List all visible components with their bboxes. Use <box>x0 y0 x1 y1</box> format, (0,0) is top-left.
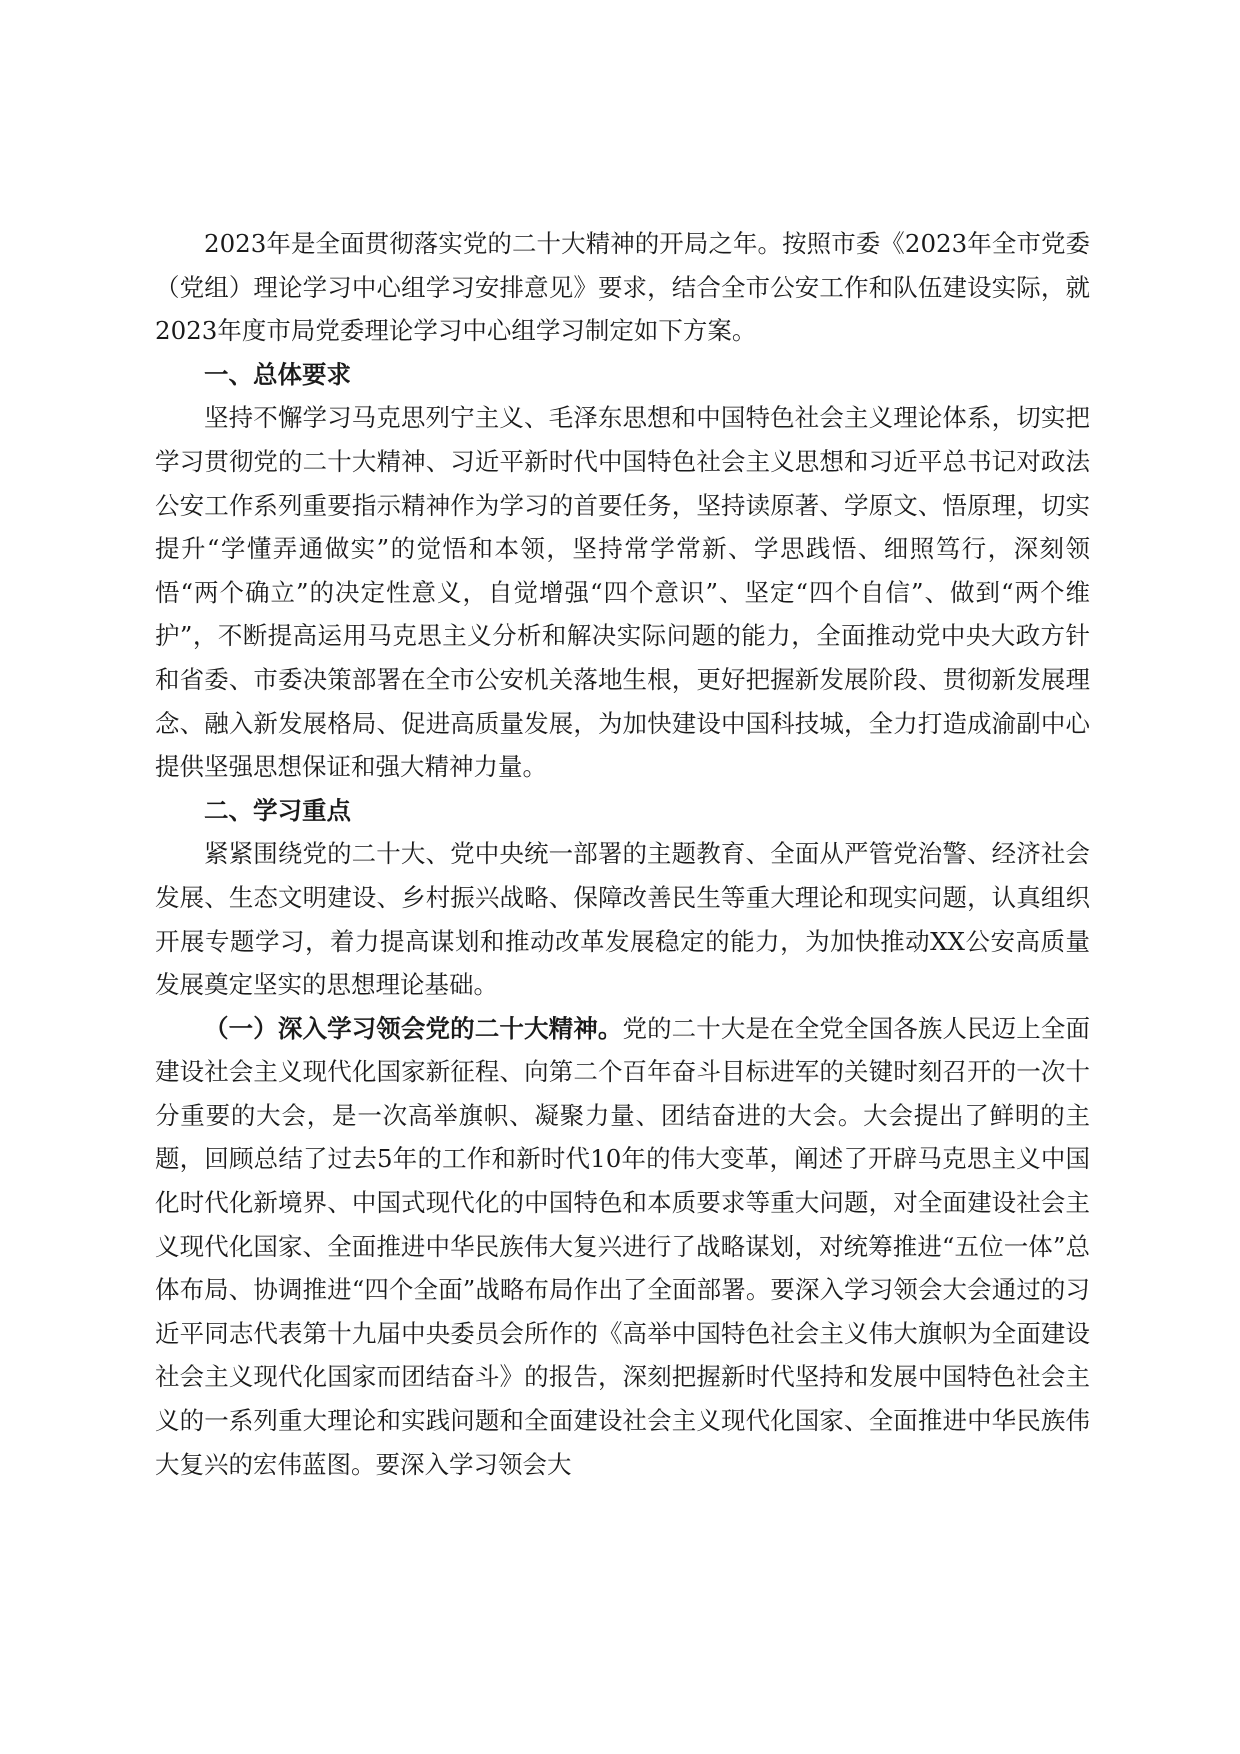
study-focus-paragraph: 紧紧围绕党的二十大、党中央统一部署的主题教育、全面从严管党治警、经济社会发展、生态文明建设、乡村振兴战略、保障改善民生等重大理论和现实问题，认真组织开展专题学习，着力提高谋划和推动改革发展稳定的能力，为加快推动XX公安高质量发展奠定坚实的思想理论基础。 <box>155 839 1090 1000</box>
study-item-1-body: 党的二十大是在全党全国各族人民迈上全面建设社会主义现代化国家新征程、向第二个百年奋斗目标进军的关键时刻召开的一次十分重要的大会，是一次高举旗帜、凝聚力量、团结奋进的大会。大会提出了鲜明的主题，回顾总结了过去5年的工作和新时代10年的伟大变革，阐述了开辟马克思主义中国化时代化新境界、中国式现代化的中国特色和本质要求等重大问题，对全面建设社会主义现代化国家、全面推进中华民族伟大复兴进行了战略谋划，对统筹推进“五位一体”总体布局、协调推进“四个全面”战略布局作出了全面部署。要深入学习领会大会通过的习近平同志代表第十九届中央委员会所作的《高举中国特色社会主义伟大旗帜为全面建设社会主义现代化国家而团结奋斗》的报告，深刻把握新时代坚持和发展中国特色社会主义的一系列重大理论和实践问题和全面建设社会主义现代化国家、全面推进中华民族伟大复兴的宏伟蓝图。要深入学习领会大 <box>155 1013 1091 1479</box>
general-requirements-paragraph: 坚持不懈学习马克思列宁主义、毛泽东思想和中国特色社会主义理论体系，切实把学习贯彻党的二十大精神、习近平新时代中国特色社会主义思想和习近平总书记对政法公安工作系列重要指示精神作为学习的首要任务，坚持读原著、学原文、悟原理，切实提升“学懂弄通做实”的觉悟和本领，坚持常学常新、学思践悟、细照笃行，深刻领悟“两个确立”的决定性意义，自觉增强“四个意识”、坚定“四个自信”、做到“两个维护”，不断提高运用马克思主义分析和解决实际问题的能力，全面推动党中央大政方针和省委、市委决策部署在全市公安机关落地生根，更好把握新发展阶段、贯彻新发展理念、融入新发展格局、促进高质量发展，为加快建设中国科技城，全力打造成渝副中心提供坚强思想保证和强大精神力量。 <box>155 403 1090 782</box>
document-body <box>155 222 1090 1486</box>
study-item-1-paragraph <box>155 1007 1090 1487</box>
section-heading-study-focus: 二、学习重点 <box>204 795 351 825</box>
section-heading-general-requirements: 一、总体要求 <box>204 359 351 389</box>
intro-paragraph: 2023年是全面贯彻落实党的二十大精神的开局之年。按照市委《2023年全市党委（党组）理论学习中心组学习安排意见》要求，结合全市公安工作和队伍建设实际，就2023年度市局党委理论学习中心组学习制定如下方案。 <box>155 229 1090 346</box>
study-item-1-lead: （一）深入学习领会党的二十大精神。 <box>204 1013 623 1043</box>
